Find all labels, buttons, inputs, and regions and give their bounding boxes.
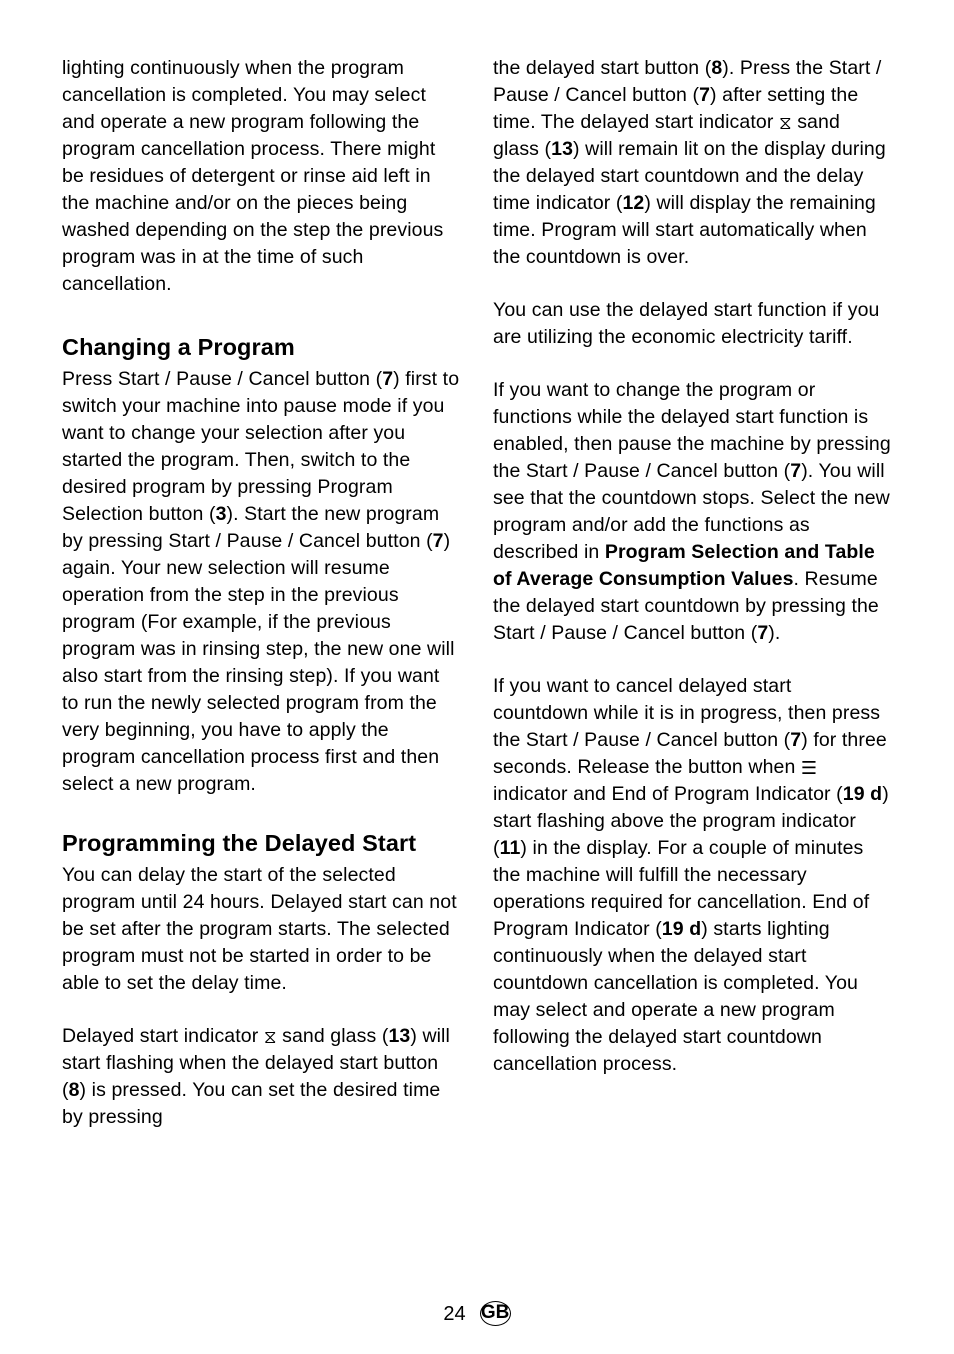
paragraph-changing-a-program: Press Start / Pause / Cancel button (7) first to switch your machine into pause mode if you want to change your selection after you started the program. Then, switch to the desired program by pressing Program Selection button (3). Start the new program by pressing Start / Pause / Cancel button (7) again. Your new selection will resume operation from the step in the previous program (For example, if the previous program was in rinsing step, the new one will also start from the rinsing step). If you want to run the newly selected program from the very beginning, you have to apply the program cancellation process first and then select a new program. xyxy=(62,368,460,795)
paragraph-cancellation-continued: lighting continuously when the program cancellation is completed. You may select and operate a new program following the program cancellation process. There might be residues of detergent or rinse aid left in the machine and/or on the pieces being washed depending on the step the previous program was in at the time of such cancellation. xyxy=(62,57,444,295)
paragraph-delayed-start-intro: You can delay the start of the selected program until 24 hours. Delayed start can not be set after the program starts. The selected program must not be started in order to be able to set the delay time. xyxy=(62,864,457,994)
paragraph-change-program-while-delayed: If you want to change the program or functions while the delayed start function is enabled, then pause the machine by pressing the Start / Pause / Cancel button (7). You will see that the countdown stops. Select the new program and/or add the functions as described in Program Selection and Table of Average Consumption Values. Resume the delayed start countdown by pressing the Start / Pause / Cancel button (7). xyxy=(493,379,891,644)
paragraph-cancel-delayed-countdown: If you want to cancel delayed start countdown while it is in progress, then press the Start / Pause / Cancel button (7) for three seconds. Release the button when ☰ indicator and End of Program Indicator (19 d) start flashing above the program indicator (11) in the display. For a couple of minutes the machine will fulfill the necessary operations required for cancellation. End of Program Indicator (19 d) starts lighting continuously when the delayed start countdown cancellation is completed. You may select and operate a new program following the delayed start countdown cancellation process. xyxy=(493,675,889,1075)
two-column-layout xyxy=(62,55,892,1131)
right-column xyxy=(493,55,891,1078)
left-column xyxy=(62,55,460,1131)
page-footer xyxy=(0,1301,954,1326)
paragraph-economic-tariff: You can use the delayed start function if you are utilizing the economic electricity tariff. xyxy=(493,299,880,348)
heading-changing-a-program: Changing a Program xyxy=(62,334,295,360)
paragraph-delayed-start-continued: the delayed start button (8). Press the Start / Pause / Cancel button (7) after setting the time. The delayed start indicator ⧖ sand glass (13) will remain lit on the display during the delayed start countdown and the delay time indicator (12) will display the remaining time. Program will start automatically when the countdown is over. xyxy=(493,57,886,268)
heading-programming-the-delayed-start: Programming the Delayed Start xyxy=(62,830,417,856)
page-number: 24 xyxy=(443,1302,466,1325)
paragraph-delayed-start-indicator: Delayed start indicator ⧖ sand glass (13) will start flashing when the delayed start button (8) is pressed. You can set the desired time by pressing xyxy=(62,1025,450,1128)
region-badge: GB xyxy=(480,1301,511,1326)
